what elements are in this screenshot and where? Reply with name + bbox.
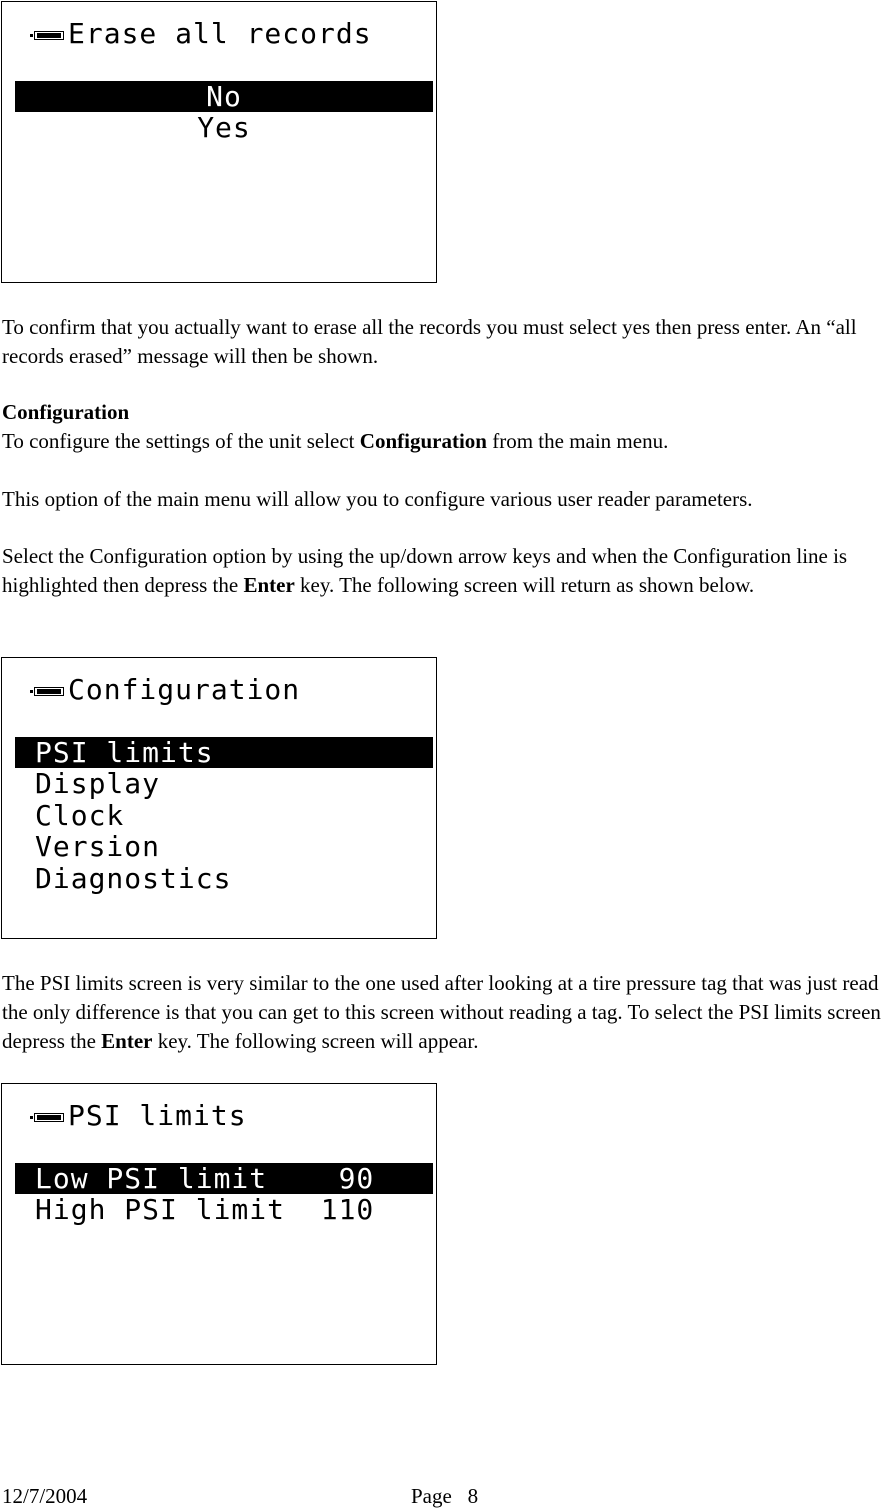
paragraph-configure-settings: To configure the settings of the unit select Configuration from the main menu. [2,429,669,453]
menu-item-label: Clock [35,799,125,832]
page-footer [2,1483,479,1509]
menu-item-label: Low PSI limit 90 [35,1162,375,1195]
section-heading-configuration: Configuration [2,400,130,424]
screen-title [34,1098,247,1132]
menu-item-label: High PSI limit 110 [35,1193,375,1226]
footer-page-number: Page 8 [411,1484,479,1508]
battery-icon [34,31,64,40]
battery-icon [34,1113,64,1122]
menu-item-clock[interactable] [15,800,433,831]
menu-item-label: Display [35,767,161,800]
menu-item-label: Version [35,830,161,863]
psi-limits-screen [1,1083,437,1365]
menu-item-diagnostics[interactable] [15,863,433,894]
configuration-screen [1,657,437,939]
paragraph-confirm-erase: To confirm that you actually want to erase all the records you must select yes then press enter. An “all records erased” message will then be shown. [2,315,857,368]
footer-date: 12/7/2004 [2,1484,88,1508]
screen-title-text: Erase all records [68,16,372,50]
menu-item-no[interactable] [15,81,433,112]
screen-title-text: PSI limits [68,1098,247,1132]
menu-item-label: Diagnostics [35,862,232,895]
screen-title-text: Configuration [68,672,301,706]
menu-item-yes[interactable] [15,112,433,143]
menu-item-psi-limits[interactable] [15,737,433,768]
paragraph-psi-limits: The PSI limits screen is very similar to the one used after looking at a tire pressure tag that was just read the only difference is that you can get to this screen without reading a tag. To select the PSI limits screen depress the Enter key. The following screen will appear. [2,971,881,1053]
erase-records-screen [1,1,437,283]
menu-item-low-psi-limit[interactable] [15,1163,433,1194]
paragraph-configure-options: This option of the main menu will allow you to configure various user reader parameters. [2,487,753,511]
screen-title [34,672,300,706]
menu-item-version[interactable] [15,831,433,862]
menu-item-label: PSI limits [35,736,214,769]
menu-item-label: No [206,80,242,113]
menu-item-display[interactable] [15,768,433,799]
screen-title [34,16,372,50]
paragraph-select-configuration: Select the Configuration option by using the up/down arrow keys and when the Configuration line is highlighted then depress the Enter key. The following screen will return as shown below. [2,544,848,597]
menu-item-high-psi-limit[interactable] [15,1194,433,1225]
menu-item-label: Yes [197,111,251,144]
battery-icon [34,687,64,696]
